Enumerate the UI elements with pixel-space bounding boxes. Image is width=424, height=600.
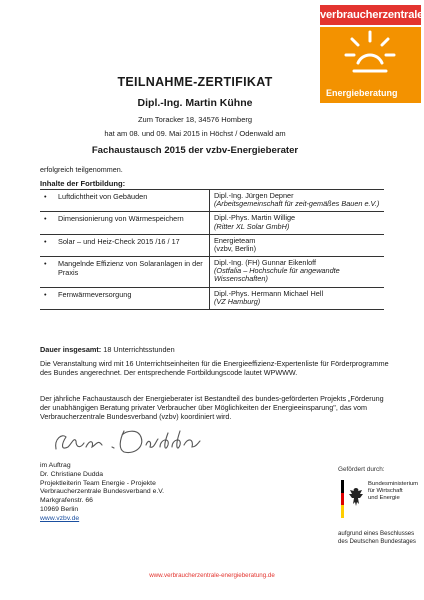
speaker-cell (210, 190, 385, 212)
flag-stripe-black (341, 480, 344, 493)
speaker-name: Dipl.-Ing. (FH) Gunnar Eikenloff (214, 258, 317, 268)
table-row (40, 190, 384, 212)
duration-value: 18 Unterrichtsstunden (103, 345, 175, 354)
ministry-line: für Wirtschaft (368, 488, 403, 495)
event-dates: hat am 08. und 09. Mai 2015 in Höchst / Odenwald am (104, 129, 286, 138)
credit-paragraph: Die Veranstaltung wird mit 16 Unterrichtseinheiten für die Energieeffizienz-Expertenliste für Förderprogramme des Bundes angerechnet. Der entsprechende Fortbildungscode lautet WPWWW. (40, 359, 389, 378)
speaker-name: Dipl.-Phys. Martin Willige (214, 213, 296, 223)
brand-subline: Energieberatung (326, 88, 398, 98)
speaker-name: Dipl.-Ing. Jürgen Depner (214, 191, 294, 200)
participant-address: Zum Toracker 18, 34576 Homberg (137, 115, 253, 124)
brand-logo-wordmark: verbraucherzentrale (320, 5, 421, 25)
signer-city: 10969 Berlin (40, 506, 79, 514)
speaker-cell (210, 257, 385, 288)
participation-note: erfolgreich teilgenommen. (40, 165, 123, 174)
topic-cell: Fernwärmeversorgung (55, 287, 210, 309)
table-row (40, 257, 384, 288)
speaker-cell (210, 212, 385, 234)
signer-role: Projektleiterin Team Energie - Projekte (40, 479, 156, 487)
handwritten-signature (50, 425, 220, 459)
speaker-name: Dipl.-Phys. Hermann Michael Hell (214, 288, 324, 298)
contents-table (40, 189, 384, 310)
participant-name: Dipl.-Ing. Martin Kühne (137, 97, 253, 109)
signer-capacity: im Auftrag (40, 462, 71, 469)
ministry-line: Bundesministerium (368, 481, 419, 487)
bullet: • (44, 289, 47, 299)
flag-stripe-gold (341, 505, 344, 518)
bullet: • (44, 236, 47, 246)
flag-stripe-red (341, 493, 344, 506)
bullet: • (44, 259, 47, 269)
bundestag-resolution (338, 530, 416, 545)
speaker-cell (210, 234, 385, 256)
signer-org: Verbraucherzentrale Bundesverband e.V. (40, 488, 165, 496)
topic-cell: Mangelnde Effizienz von Solaranlagen in der Praxis (55, 257, 210, 288)
brand-logo-box (320, 27, 421, 103)
resolution-line: des Deutschen Bundestages (338, 537, 416, 545)
speaker-name: Energieteam (214, 235, 256, 245)
federal-eagle-icon (347, 486, 365, 508)
topic-cell: Solar – und Heiz-Check 2015 /16 / 17 (55, 234, 210, 256)
sun-icon (342, 29, 398, 79)
event-title: Fachaustausch 2015 der vzbv-Energieberater (91, 145, 299, 156)
signer-street: Markgrafenstr. 66 (40, 497, 93, 505)
speaker-org: (vzbv, Berlin) (214, 243, 257, 253)
signer-website-link[interactable]: www.vzbv.de (40, 514, 80, 522)
table-row (40, 234, 384, 256)
project-paragraph: Der jährliche Fachaustausch der Energieberater ist Bestandteil des bundes-geförderten Projekts „Förderung der unabhängigen Beratung privater Verbraucher über Möglichkeiten der Energieeinsparung", das vom Verbraucherzentrale Bundesverband (vzbv) koordiniert wird. (40, 394, 384, 422)
speaker-org: (Ritter XL Solar GmbH) (214, 221, 290, 231)
topic-cell: Dimensionierung von Wärmespeichern (55, 212, 210, 234)
resolution-line: aufgrund eines Beschlusses (338, 530, 415, 537)
signer-block (40, 462, 164, 524)
footer-url-link[interactable]: www.verbraucherzentrale-energieberatung.de (149, 572, 275, 579)
certificate-title: TEILNAHME-ZERTIFIKAT (117, 75, 273, 89)
signer-name: Dr. Christiane Dudda (40, 470, 104, 478)
topic-cell: Luftdichtheit von Gebäuden (55, 190, 210, 212)
speaker-org: (Ostfalia – Hochschule für angewandte Wissenschaften) (214, 266, 340, 284)
speaker-org: (VZ Hamburg) (214, 296, 261, 306)
ministry-logo (333, 478, 419, 560)
contents-heading: Inhalte der Fortbildung: (40, 179, 126, 188)
german-flag-icon (341, 480, 344, 518)
ministry-line: und Energie (368, 495, 400, 502)
table-row (40, 287, 384, 309)
duration-line (40, 345, 175, 354)
bullet: • (44, 214, 47, 224)
table-row (40, 212, 384, 234)
speaker-cell (210, 287, 385, 309)
bullet: • (44, 192, 47, 201)
speaker-org: (Arbeitsgemeinschaft für zeit-gemäßes Bauen e.V.) (214, 199, 380, 209)
funding-label: Gefördert durch: (338, 466, 385, 473)
ministry-name (368, 481, 418, 502)
duration-label: Dauer insgesamt: (40, 345, 102, 354)
